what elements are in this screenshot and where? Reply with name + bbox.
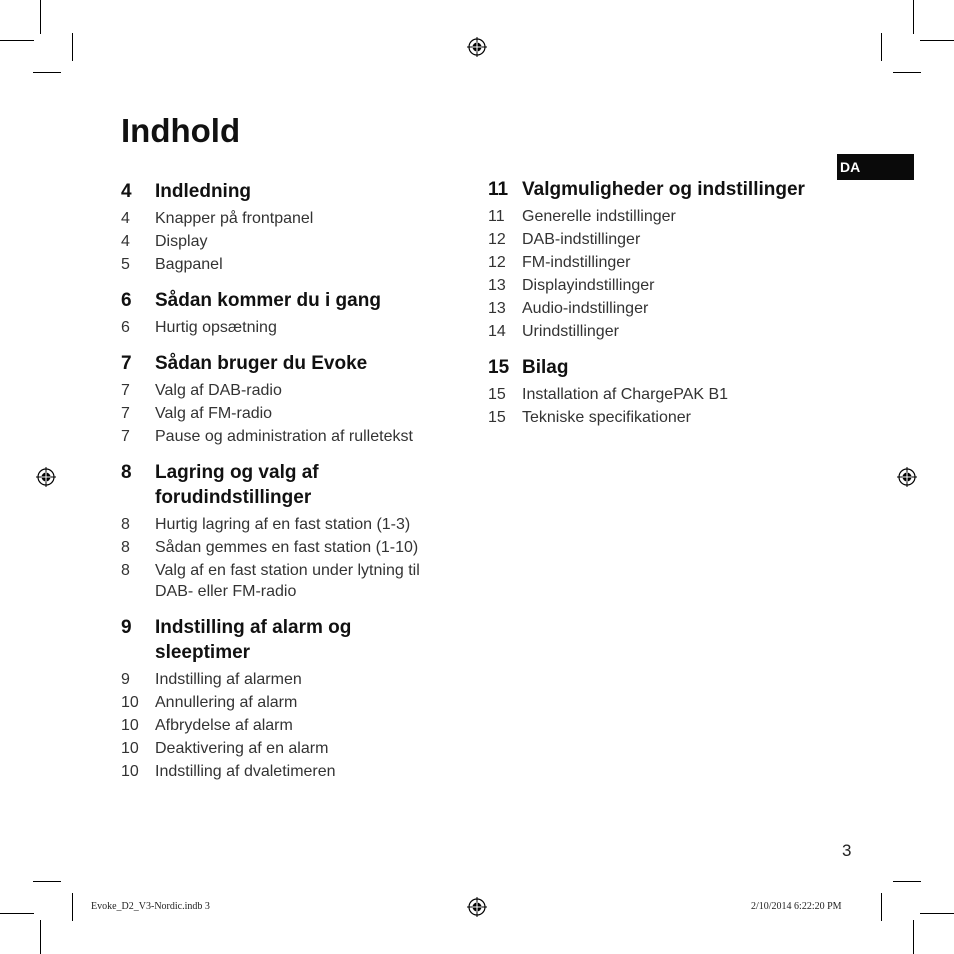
section-heading[interactable] <box>121 351 441 376</box>
section-items <box>121 514 441 602</box>
toc-entry[interactable] <box>121 537 441 558</box>
entry-page-number: 15 <box>488 386 506 403</box>
entry-page-number: 4 <box>121 233 130 250</box>
toc-section <box>488 355 848 428</box>
section-page-number: 8 <box>121 462 132 483</box>
entry-page-number: 13 <box>488 277 506 294</box>
section-title: Indstilling af alarm og sleeptimer <box>155 617 352 663</box>
toc-entry[interactable] <box>121 669 441 690</box>
toc-entry[interactable] <box>488 298 848 319</box>
crop-mark <box>913 0 914 34</box>
crop-mark <box>40 0 41 34</box>
entry-label: Hurtig opsætning <box>155 319 277 336</box>
crop-mark <box>33 72 61 73</box>
entry-label: Indstilling af alarmen <box>155 671 302 688</box>
crop-mark <box>893 72 921 73</box>
section-page-number: 7 <box>121 353 132 374</box>
page-number: 3 <box>842 841 852 860</box>
toc-entry[interactable] <box>488 321 848 342</box>
crop-mark <box>33 881 61 882</box>
entry-label: Tekniske specifikationer <box>522 409 691 426</box>
section-heading[interactable] <box>121 288 441 313</box>
entry-page-number: 10 <box>121 740 139 757</box>
section-page-number: 15 <box>488 357 510 378</box>
toc-entry[interactable] <box>121 380 441 401</box>
section-items <box>488 206 848 342</box>
entry-label: Displayindstillinger <box>522 277 655 294</box>
entry-page-number: 14 <box>488 323 506 340</box>
entry-page-number: 4 <box>121 210 130 227</box>
toc-entry[interactable] <box>488 252 848 273</box>
footer-filename: Evoke_D2_V3-Nordic.indb 3 <box>91 901 210 912</box>
section-page-number: 9 <box>121 617 132 638</box>
registration-mark-icon <box>467 37 487 57</box>
registration-mark-icon <box>897 467 917 487</box>
crop-mark <box>881 893 882 921</box>
crop-mark <box>920 913 954 914</box>
toc-entry[interactable] <box>121 738 441 759</box>
toc-section <box>488 177 848 342</box>
section-heading[interactable] <box>121 460 441 510</box>
toc-entry[interactable] <box>121 317 441 338</box>
section-items <box>121 317 441 338</box>
entry-page-number: 8 <box>121 516 130 533</box>
page-title: Indhold <box>121 112 241 149</box>
entry-label: Knapper på frontpanel <box>155 210 314 227</box>
section-heading[interactable] <box>121 615 441 665</box>
toc-section <box>121 460 441 602</box>
entry-label: Audio-indstillinger <box>522 300 649 317</box>
section-heading[interactable] <box>488 177 848 202</box>
toc-entry[interactable] <box>121 514 441 535</box>
toc-entry[interactable] <box>121 403 441 424</box>
toc-entry[interactable] <box>121 426 441 447</box>
section-items <box>121 669 441 782</box>
entry-label: Generelle indstillinger <box>522 208 676 225</box>
section-title: Sådan kommer du i gang <box>155 290 381 311</box>
entry-label: Valg af DAB-radio <box>155 382 282 399</box>
section-heading[interactable] <box>121 179 441 204</box>
crop-mark <box>881 33 882 61</box>
toc-entry[interactable] <box>488 206 848 227</box>
crop-mark <box>920 40 954 41</box>
crop-mark <box>913 920 914 954</box>
entry-label: Valg af FM-radio <box>155 405 273 422</box>
entry-page-number: 15 <box>488 409 506 426</box>
crop-mark <box>0 40 34 41</box>
entry-label: DAB-indstillinger <box>522 231 641 248</box>
section-heading[interactable] <box>488 355 848 380</box>
toc-right-column <box>488 177 848 441</box>
entry-page-number: 7 <box>121 428 130 445</box>
entry-label: Urindstillinger <box>522 323 619 340</box>
toc-entry[interactable] <box>488 384 848 405</box>
entry-page-number: 10 <box>121 763 139 780</box>
entry-page-number: 9 <box>121 671 130 688</box>
section-title: Indledning <box>155 181 252 202</box>
entry-label: Annullering af alarm <box>155 694 298 711</box>
entry-label: FM-indstillinger <box>522 254 631 271</box>
entry-page-number: 10 <box>121 717 139 734</box>
entry-page-number: 7 <box>121 405 130 422</box>
toc-entry[interactable] <box>121 254 441 275</box>
section-title: Bilag <box>522 357 569 378</box>
registration-mark-icon <box>36 467 56 487</box>
entry-page-number: 13 <box>488 300 506 317</box>
toc-entry[interactable] <box>488 407 848 428</box>
entry-page-number: 5 <box>121 256 130 273</box>
toc-section <box>121 179 441 275</box>
language-tab: DA <box>837 154 914 180</box>
section-items <box>121 380 441 447</box>
toc-section <box>121 615 441 782</box>
entry-page-number: 6 <box>121 319 130 336</box>
section-title: Valgmuligheder og indstillinger <box>522 179 805 200</box>
entry-page-number: 7 <box>121 382 130 399</box>
section-page-number: 6 <box>121 290 132 311</box>
toc-entry[interactable] <box>121 692 441 713</box>
entry-page-number: 8 <box>121 539 130 556</box>
toc-entry[interactable] <box>488 229 848 250</box>
toc-left-column <box>121 179 441 795</box>
toc-section <box>121 288 441 338</box>
toc-entry[interactable] <box>488 275 848 296</box>
section-title: Sådan bruger du Evoke <box>155 353 368 374</box>
section-page-number: 4 <box>121 181 132 202</box>
toc-entry[interactable] <box>121 715 441 736</box>
entry-label: Indstilling af dvaletimeren <box>155 763 336 780</box>
entry-label: Display <box>155 233 208 250</box>
entry-label: Deaktivering af en alarm <box>155 740 329 757</box>
crop-mark <box>72 33 73 61</box>
entry-label: Pause og administration af rulletekst <box>155 428 413 445</box>
toc-entry[interactable] <box>121 560 441 602</box>
entry-label: Afbrydelse af alarm <box>155 717 293 734</box>
entry-page-number: 10 <box>121 694 139 711</box>
toc-entry[interactable] <box>121 208 441 229</box>
crop-mark <box>40 920 41 954</box>
registration-mark-icon <box>467 897 487 917</box>
crop-mark <box>0 913 34 914</box>
toc-entry[interactable] <box>121 231 441 252</box>
crop-mark <box>72 893 73 921</box>
entry-label: Sådan gemmes en fast station (1-10) <box>155 539 419 556</box>
entry-label: Installation af ChargePAK B1 <box>522 386 729 403</box>
entry-page-number: 12 <box>488 231 506 248</box>
section-items <box>121 208 441 275</box>
entry-page-number: 12 <box>488 254 506 271</box>
toc-section <box>121 351 441 447</box>
section-page-number: 11 <box>488 179 509 200</box>
section-items <box>488 384 848 428</box>
footer-timestamp: 2/10/2014 6:22:20 PM <box>751 901 842 912</box>
section-title: Lagring og valg af forudindstillinger <box>155 462 319 508</box>
entry-page-number: 11 <box>488 208 505 225</box>
entry-page-number: 8 <box>121 562 130 579</box>
entry-label: Hurtig lagring af en fast station (1-3) <box>155 516 411 533</box>
entry-label: Valg af en fast station under lytning til DAB- eller FM-radio <box>155 562 420 600</box>
entry-label: Bagpanel <box>155 256 223 273</box>
crop-mark <box>893 881 921 882</box>
toc-entry[interactable] <box>121 761 441 782</box>
